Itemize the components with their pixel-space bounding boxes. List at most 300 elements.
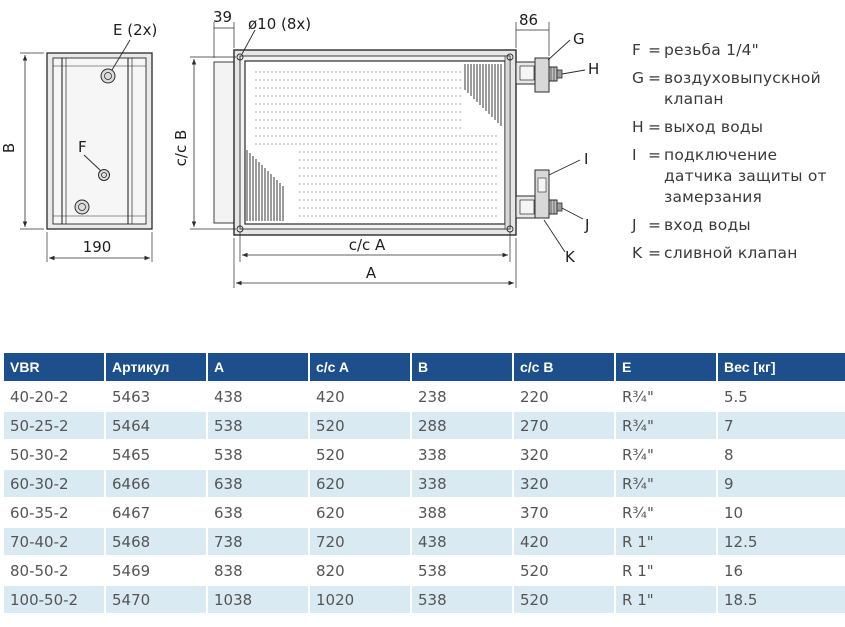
fin-dot: [451, 71, 452, 72]
fin-dot: [387, 79, 388, 80]
fin-dot: [475, 135, 476, 136]
fin-dot: [255, 103, 256, 104]
fin-dot: [387, 215, 388, 216]
fin-dot: [255, 135, 256, 136]
fin-dot: [351, 175, 352, 176]
fin-dot: [407, 95, 408, 96]
table-row: [4, 586, 845, 613]
fin-dot: [443, 87, 444, 88]
fin-dot: [363, 71, 364, 72]
fin-dot: [403, 167, 404, 168]
fin-dot: [419, 175, 420, 176]
fin-dot: [399, 79, 400, 80]
label-i: I: [584, 150, 589, 168]
fin-dot: [399, 207, 400, 208]
fin-dot: [263, 103, 264, 104]
fin-dot: [411, 119, 412, 120]
fin-dot: [387, 183, 388, 184]
fin-dot: [383, 199, 384, 200]
fin-dot: [439, 143, 440, 144]
fin-dot: [275, 71, 276, 72]
fin-dot: [475, 215, 476, 216]
fin-dot: [395, 151, 396, 152]
fin-dot: [299, 167, 300, 168]
fin-dot: [259, 71, 260, 72]
fin-dot: [411, 207, 412, 208]
fin-dot: [435, 143, 436, 144]
fin-dot: [403, 199, 404, 200]
fin-dot: [319, 199, 320, 200]
fin-dot: [411, 143, 412, 144]
fin-dot: [439, 79, 440, 80]
fin-dot: [343, 111, 344, 112]
fin-dot: [275, 95, 276, 96]
fin-dot: [267, 143, 268, 144]
fin-dot: [447, 215, 448, 216]
fin-dot: [323, 135, 324, 136]
table-cell: 738: [208, 528, 308, 555]
fin-dot: [419, 127, 420, 128]
fin-dot: [459, 183, 460, 184]
fin-dot: [375, 135, 376, 136]
fin-dot: [455, 119, 456, 120]
fin-dot: [263, 111, 264, 112]
table-cell: 5463: [106, 383, 206, 410]
fin-dot: [487, 199, 488, 200]
table-cell: 720: [310, 528, 410, 555]
fin-dot: [355, 199, 356, 200]
fin-dot: [431, 175, 432, 176]
fin-dot: [387, 199, 388, 200]
fin-dot: [395, 119, 396, 120]
fin-dot: [471, 159, 472, 160]
fin-dot: [391, 87, 392, 88]
fin-dot: [439, 207, 440, 208]
fin-dot: [391, 159, 392, 160]
fin-dot: [339, 151, 340, 152]
table-cell: 10: [718, 499, 845, 526]
legend: [632, 40, 842, 271]
fin-dot: [411, 167, 412, 168]
fin-dot: [335, 207, 336, 208]
fin-dot: [311, 71, 312, 72]
fin-dot: [435, 103, 436, 104]
fin-dot: [351, 119, 352, 120]
fin-dot: [295, 143, 296, 144]
fin-dot: [495, 215, 496, 216]
fin-dot: [491, 215, 492, 216]
fin-dot: [375, 191, 376, 192]
fin-dot: [411, 159, 412, 160]
fin-dot: [387, 127, 388, 128]
fin-dot: [331, 207, 332, 208]
fin-dot: [491, 191, 492, 192]
fin-dot: [451, 191, 452, 192]
fin-dot: [311, 103, 312, 104]
fin-dot: [487, 167, 488, 168]
fin-dot: [355, 111, 356, 112]
fin-dot: [415, 119, 416, 120]
fin-dot: [363, 183, 364, 184]
fin-dot: [291, 79, 292, 80]
fin-dot: [471, 135, 472, 136]
fin-dot: [419, 183, 420, 184]
fin-dot: [323, 215, 324, 216]
fin-dot: [435, 127, 436, 128]
fin-dot: [383, 183, 384, 184]
fin-dot: [443, 151, 444, 152]
fin-dot: [339, 119, 340, 120]
fin-dot: [355, 159, 356, 160]
fin-dot: [339, 87, 340, 88]
fin-dot: [435, 87, 436, 88]
fin-dot: [255, 143, 256, 144]
fin-dot: [331, 151, 332, 152]
fin-dot: [271, 95, 272, 96]
fin-dot: [347, 127, 348, 128]
fin-dot: [419, 151, 420, 152]
fin-dot: [399, 95, 400, 96]
fin-dot: [431, 159, 432, 160]
fin-dot: [367, 111, 368, 112]
fin-dot: [479, 159, 480, 160]
legend-item-i: I = подключение датчика защиты от замерзания: [632, 146, 827, 206]
fin-dot: [335, 143, 336, 144]
fin-dot: [459, 71, 460, 72]
fin-dot: [407, 87, 408, 88]
fin-dot: [335, 135, 336, 136]
fin-dot: [411, 183, 412, 184]
fin-dot: [299, 95, 300, 96]
fin-dot: [427, 119, 428, 120]
fin-dot: [347, 71, 348, 72]
fin-dot: [391, 95, 392, 96]
fin-dot: [415, 151, 416, 152]
fin-dot: [311, 191, 312, 192]
fin-dot: [323, 87, 324, 88]
table-cell: 60-35-2: [4, 499, 104, 526]
fin-dot: [463, 167, 464, 168]
front-view: [172, 8, 599, 288]
fin-dot: [387, 103, 388, 104]
fin-dot: [455, 95, 456, 96]
fin-dot: [443, 127, 444, 128]
fin-dot: [347, 79, 348, 80]
fin-dot: [375, 159, 376, 160]
fin-dot: [271, 119, 272, 120]
fin-dot: [271, 143, 272, 144]
fin-dot: [287, 79, 288, 80]
fin-dot: [295, 119, 296, 120]
fin-dot: [335, 183, 336, 184]
fin-dot: [367, 159, 368, 160]
fin-dot: [319, 207, 320, 208]
fin-dot: [327, 103, 328, 104]
fin-dot: [439, 175, 440, 176]
table-cell: R 1": [616, 557, 716, 584]
fin-dot: [447, 167, 448, 168]
fin-dot: [335, 167, 336, 168]
fin-dot: [431, 103, 432, 104]
fin-dot: [379, 79, 380, 80]
fin-dot: [375, 79, 376, 80]
fin-dot: [447, 175, 448, 176]
table-cell: 620: [310, 470, 410, 497]
fin-dot: [431, 87, 432, 88]
fin-dot: [319, 143, 320, 144]
table-cell: 538: [412, 557, 512, 584]
fin-dot: [439, 199, 440, 200]
fin-dot: [323, 151, 324, 152]
fin-dot: [359, 111, 360, 112]
fin-dot: [327, 119, 328, 120]
fin-dot: [379, 151, 380, 152]
fin-dot: [455, 159, 456, 160]
fin-dot: [339, 159, 340, 160]
fin-dot: [375, 87, 376, 88]
fin-dot: [447, 95, 448, 96]
fin-dot: [323, 119, 324, 120]
fin-dot: [471, 167, 472, 168]
water-outlet-assembly: [516, 58, 562, 92]
fin-dot: [363, 167, 364, 168]
fin-dot: [291, 95, 292, 96]
fin-dot: [463, 175, 464, 176]
fin-dot: [323, 143, 324, 144]
fin-dot: [439, 151, 440, 152]
fin-dot: [459, 151, 460, 152]
fin-dot: [359, 199, 360, 200]
fin-dot: [391, 119, 392, 120]
fin-dot: [375, 199, 376, 200]
fin-dot: [467, 167, 468, 168]
fin-dot: [419, 87, 420, 88]
fin-dot: [363, 159, 364, 160]
table-cell: 270: [514, 412, 614, 439]
fin-dot: [315, 151, 316, 152]
table-cell: 520: [310, 441, 410, 468]
table-cell: 5.5: [718, 383, 845, 410]
fin-dot: [303, 207, 304, 208]
fin-dot: [363, 103, 364, 104]
fin-dot: [395, 95, 396, 96]
fin-dot: [371, 71, 372, 72]
fin-dot: [455, 199, 456, 200]
fin-dot: [343, 143, 344, 144]
fin-dot: [463, 207, 464, 208]
fin-dot: [383, 159, 384, 160]
fin-dot: [331, 167, 332, 168]
fin-dot: [355, 191, 356, 192]
fin-dot: [411, 71, 412, 72]
fin-dot: [447, 111, 448, 112]
fin-dot: [339, 95, 340, 96]
fin-dot: [419, 143, 420, 144]
fin-dot: [339, 111, 340, 112]
fin-dot: [483, 135, 484, 136]
fin-dot: [363, 199, 364, 200]
fin-dot: [303, 167, 304, 168]
fin-dot: [483, 167, 484, 168]
fin-dot: [431, 119, 432, 120]
fin-dot: [451, 119, 452, 120]
fin-dot: [367, 135, 368, 136]
fin-dot: [491, 183, 492, 184]
fin-dot: [483, 191, 484, 192]
fin-dot: [403, 175, 404, 176]
fin-dot: [335, 175, 336, 176]
fin-dot: [467, 143, 468, 144]
fin-dot: [359, 135, 360, 136]
fin-dot: [395, 79, 396, 80]
fin-dot: [331, 103, 332, 104]
fin-dot: [355, 71, 356, 72]
fin-dot: [459, 135, 460, 136]
fin-dot: [411, 191, 412, 192]
fin-dot: [331, 95, 332, 96]
fin-dot: [415, 87, 416, 88]
fin-dot: [495, 199, 496, 200]
fin-dot: [287, 87, 288, 88]
fin-dot: [343, 103, 344, 104]
fin-dot: [327, 111, 328, 112]
fin-dot: [387, 159, 388, 160]
fin-dot: [339, 103, 340, 104]
fin-dot: [455, 111, 456, 112]
fin-dot: [311, 215, 312, 216]
fin-dot: [423, 111, 424, 112]
fin-dot: [303, 215, 304, 216]
col-header-cc-a: c/c A: [310, 353, 410, 381]
fin-dot: [419, 207, 420, 208]
fin-dot: [395, 87, 396, 88]
fin-dot: [351, 71, 352, 72]
fin-dot: [367, 87, 368, 88]
fin-dot: [395, 167, 396, 168]
fin-dot: [275, 119, 276, 120]
fin-dot: [323, 167, 324, 168]
fin-dot: [255, 111, 256, 112]
fin-dot: [399, 87, 400, 88]
fin-dot: [371, 79, 372, 80]
fin-dot: [467, 215, 468, 216]
table-cell: 638: [208, 470, 308, 497]
fin-dot: [391, 103, 392, 104]
fin-dot: [475, 175, 476, 176]
fin-dot: [411, 215, 412, 216]
fin-dot: [375, 119, 376, 120]
fin-dot: [303, 71, 304, 72]
fin-dot: [327, 207, 328, 208]
fin-dot: [359, 175, 360, 176]
fin-dot: [375, 215, 376, 216]
fin-dot: [391, 199, 392, 200]
fin-dot: [323, 71, 324, 72]
fin-dot: [343, 175, 344, 176]
label-a: A: [365, 264, 377, 282]
fin-dot: [435, 167, 436, 168]
table-cell: 820: [310, 557, 410, 584]
fin-dot: [415, 183, 416, 184]
fin-dot: [303, 119, 304, 120]
fin-dot: [295, 135, 296, 136]
fin-dot: [431, 207, 432, 208]
fin-dot: [307, 135, 308, 136]
fin-dot: [439, 127, 440, 128]
fin-dot: [431, 135, 432, 136]
fin-dot: [451, 111, 452, 112]
fin-dot: [427, 111, 428, 112]
fin-dot: [395, 143, 396, 144]
fin-dot: [299, 135, 300, 136]
fin-dot: [275, 143, 276, 144]
col-header-a: A: [208, 353, 308, 381]
fin-dot: [475, 183, 476, 184]
fin-dot: [327, 175, 328, 176]
label-g: G: [573, 30, 585, 48]
fin-dot: [363, 135, 364, 136]
table-cell: 5465: [106, 441, 206, 468]
fin-dot: [467, 199, 468, 200]
fin-dot: [443, 79, 444, 80]
fin-dot: [407, 119, 408, 120]
fin-dot: [407, 71, 408, 72]
fin-dot: [487, 151, 488, 152]
fin-dot: [491, 143, 492, 144]
fin-dot: [395, 103, 396, 104]
fin-dot: [383, 111, 384, 112]
fin-dot: [303, 183, 304, 184]
fin-dot: [427, 143, 428, 144]
fin-dot: [331, 71, 332, 72]
fin-dot: [471, 151, 472, 152]
fin-dot: [431, 127, 432, 128]
fin-dot: [475, 143, 476, 144]
fin-dot: [259, 143, 260, 144]
fin-dot: [383, 135, 384, 136]
fin-dot: [263, 79, 264, 80]
fin-dot: [415, 71, 416, 72]
label-190: 190: [82, 238, 112, 256]
fin-dot: [447, 207, 448, 208]
table-cell: 320: [514, 441, 614, 468]
fin-dot: [267, 135, 268, 136]
fin-dot: [447, 103, 448, 104]
fin-dot: [427, 215, 428, 216]
fin-dot: [263, 135, 264, 136]
fin-dot: [355, 167, 356, 168]
fin-dot: [423, 207, 424, 208]
fin-dot: [415, 167, 416, 168]
fin-dot: [303, 95, 304, 96]
fin-dot: [379, 103, 380, 104]
table-cell: R¾": [616, 441, 716, 468]
fin-dot: [271, 71, 272, 72]
legend-item-j: J = вход воды: [632, 216, 751, 234]
fin-dot: [451, 207, 452, 208]
col-header-article: Артикул: [106, 353, 206, 381]
fin-dot: [351, 207, 352, 208]
fin-dot: [395, 191, 396, 192]
fin-dot: [259, 111, 260, 112]
fin-dot: [391, 135, 392, 136]
fin-dot: [279, 79, 280, 80]
fin-dot: [359, 95, 360, 96]
table-cell: 420: [310, 383, 410, 410]
fin-dot: [479, 207, 480, 208]
table-cell: 438: [208, 383, 308, 410]
fin-dot: [375, 183, 376, 184]
